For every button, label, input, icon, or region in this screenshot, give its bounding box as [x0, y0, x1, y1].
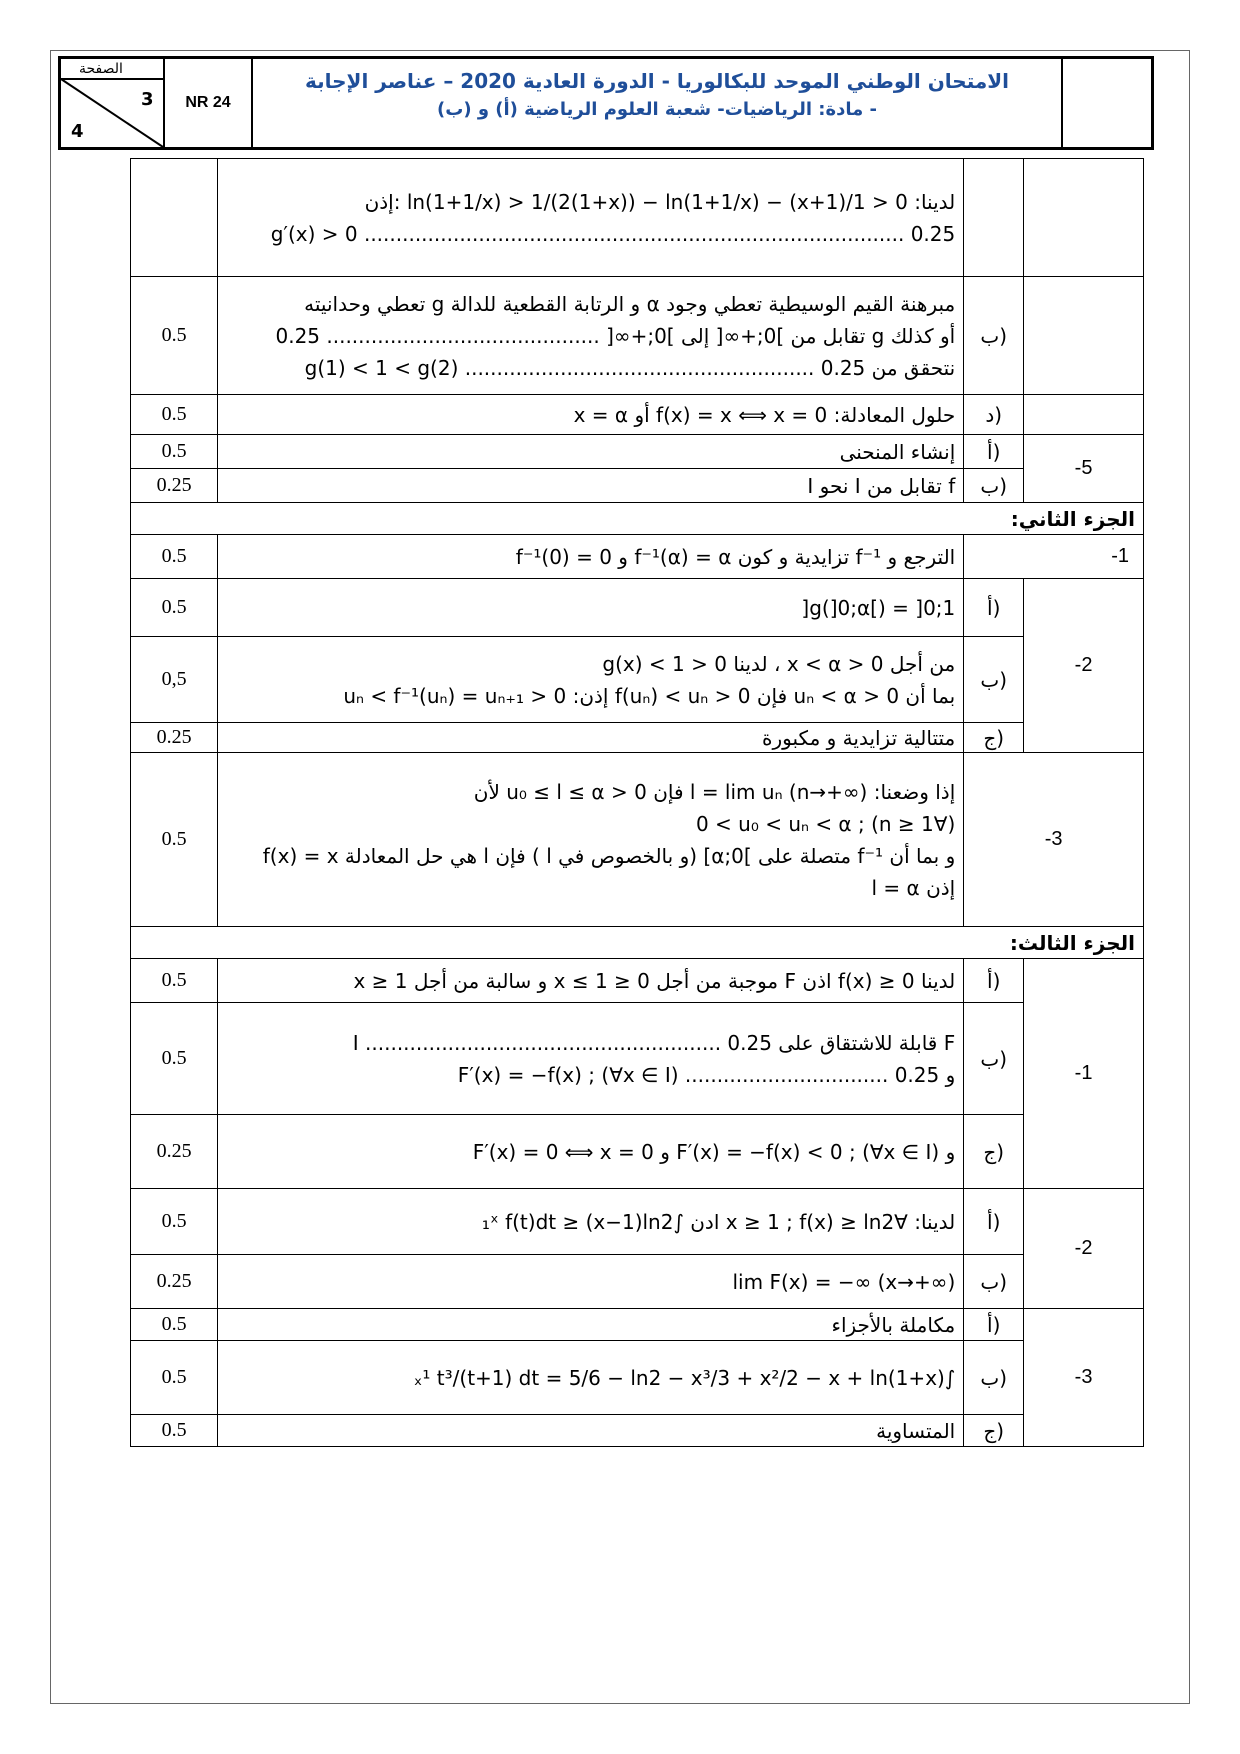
answer-text: lim F(x) = −∞ (x→+∞)	[218, 1255, 964, 1309]
points: 0,5	[131, 637, 218, 723]
question-number: -1	[964, 535, 1144, 579]
question-number: -5	[1024, 435, 1144, 503]
points: 0.5	[131, 1189, 218, 1255]
page-box	[61, 59, 163, 147]
table-row	[131, 1341, 1144, 1415]
sub-question: ب)	[964, 637, 1024, 723]
part-header-row	[131, 927, 1144, 959]
sub-question: أ)	[964, 435, 1024, 469]
table-row	[131, 469, 1144, 503]
points: 0.5	[131, 1341, 218, 1415]
question-number: -2	[1024, 579, 1144, 753]
part-three-title: الجزء الثالث:	[131, 927, 1144, 959]
table-row	[131, 535, 1144, 579]
empty-box	[1061, 59, 1151, 147]
points: 0.25	[131, 1115, 218, 1189]
points: 0.5	[131, 535, 218, 579]
answer-text: ∫ₓ¹ t³/(t+1) dt = 5/6 − ln2 − x³/3 + x²/2 − x + ln(1+x)	[218, 1341, 964, 1415]
sub-question: ج)	[964, 723, 1024, 753]
answer-line: من أجل 0 < x < α ، لدينا 0 < g(x) < 1	[602, 651, 956, 676]
sub-question: ب)	[964, 1341, 1024, 1415]
answer-line: إذن l = α	[871, 875, 956, 900]
points: 0.5	[131, 435, 218, 469]
sub-question: د)	[964, 395, 1024, 435]
table-row	[131, 1309, 1144, 1341]
page-label: الصفحة	[79, 61, 123, 77]
table-row	[131, 753, 1144, 927]
points: 0.5	[131, 753, 218, 927]
points: 0.5	[131, 959, 218, 1003]
page-total: 4	[71, 121, 84, 142]
answer-line: و بما أن f⁻¹ متصلة على ]0;α] (و بالخصوص في l ) فإن l هي حل المعادلة f(x) = x	[262, 843, 956, 868]
answer-text: و F′(x) = −f(x) < 0 ; (∀x ∈ I) و F′(x) = 0 ⟺ x = 0	[218, 1115, 964, 1189]
table-row	[131, 1189, 1144, 1255]
table-row	[131, 579, 1144, 637]
answer-line: F قابلة للاشتقاق على I ........................................................ 0.25	[352, 1030, 956, 1055]
table-row	[131, 637, 1144, 723]
answer-text: متتالية تزايدية و مكبورة	[218, 723, 964, 753]
points: 0.5	[131, 1415, 218, 1447]
part-header-row	[131, 503, 1144, 535]
sub-question: ب)	[964, 1255, 1024, 1309]
table-row	[131, 1415, 1144, 1447]
table-row	[131, 959, 1144, 1003]
title-line-2: - مادة: الرياضيات- شعبة العلوم الرياضية (أ) و (ب)	[437, 99, 877, 120]
points: 0.5	[131, 277, 218, 395]
question-number: -3	[964, 753, 1144, 927]
sub-question: ب)	[964, 277, 1024, 395]
points: 0.5	[131, 1309, 218, 1341]
table-row	[131, 1255, 1144, 1309]
answer-text: إنشاء المنحنى	[218, 435, 964, 469]
answer-line: لدينا: 0 < 1/(1+x) − ln(1+1/x) > 1/(2(1+x)) − ln(1+1/x) :إذن	[364, 189, 956, 214]
answer-text: g(]0;α[) = ]0;1[	[218, 579, 964, 637]
answer-line: g′(x) > 0 ..................................................................................... 0.25	[270, 221, 956, 246]
points: 0.5	[131, 1003, 218, 1115]
answer-text: لدينا: ∀x ≥ 1 ; f(x) ≥ ln2 ادن ∫₁ˣ f(t)dt ≥ (x−1)ln2	[218, 1189, 964, 1255]
sub-question: أ)	[964, 959, 1024, 1003]
answer-line: بما أن 0 < uₙ < α فإن 0 < f(uₙ) < uₙ إذن: 0 < uₙ < f⁻¹(uₙ) = uₙ₊₁	[343, 683, 956, 708]
sub-question: أ)	[964, 1309, 1024, 1341]
table-row	[131, 277, 1144, 395]
table-row	[131, 435, 1144, 469]
points: 0.25	[131, 723, 218, 753]
answer-line: أو كذلك g تقابل من ]0;+∞[ إلى ]0;+∞[ ........................................... 0.25	[275, 323, 956, 348]
sub-question: أ)	[964, 579, 1024, 637]
table-row	[131, 159, 1144, 277]
sub-question: ج)	[964, 1415, 1024, 1447]
points: 0.5	[131, 579, 218, 637]
points: 0.5	[131, 395, 218, 435]
answer-line: إذا وضعنا: l = lim uₙ (n→+∞) فإن 0 < u₀ ≤ l ≤ α لأن	[473, 779, 956, 804]
table-row	[131, 1003, 1144, 1115]
exam-code: NR 24	[163, 59, 253, 147]
answer-table	[130, 158, 1144, 1447]
sub-question: ج)	[964, 1115, 1024, 1189]
question-number: -2	[1024, 1189, 1144, 1309]
page-number: 3	[141, 89, 154, 110]
table-row	[131, 723, 1144, 753]
answer-line: نتحقق من g(1) < 1 < g(2) ....................................................... 0.25	[304, 355, 956, 380]
answer-line: مبرهنة القيم الوسيطية تعطي وجود α و الرتابة القطعية للدالة g تعطي وحدانيته	[304, 291, 956, 316]
exam-title	[253, 59, 1061, 147]
answer-text: حلول المعادلة: f(x) = x ⟺ x = 0 أو x = α	[218, 395, 964, 435]
question-number: -1	[1024, 959, 1144, 1189]
answer-text: الترجع و f⁻¹ تزايدية و كون f⁻¹(α) = α و f⁻¹(0) = 0	[218, 535, 964, 579]
answer-text: لدينا f(x) ≥ 0 اذن F موجبة من أجل 0 ≤ x ≤ 1 و سالبة من أجل x ≥ 1	[218, 959, 964, 1003]
sub-question: أ)	[964, 1189, 1024, 1255]
table-row	[131, 1115, 1144, 1189]
answer-line: و F′(x) = −f(x) ; (∀x ∈ I) ................................ 0.25	[457, 1062, 956, 1087]
sub-question: ب)	[964, 469, 1024, 503]
sub-question: ب)	[964, 1003, 1024, 1115]
title-line-1: الامتحان الوطني الموحد للبكالوريا - الدورة العادية 2020 – عناصر الإجابة	[304, 69, 1010, 93]
table-row	[131, 395, 1144, 435]
header	[58, 56, 1154, 150]
answer-text: f تقابل من I نحو I	[218, 469, 964, 503]
answer-text: مكاملة بالأجزاء	[218, 1309, 964, 1341]
answer-line: (∀n ≥ 1) ; 0 < u₀ < uₙ < α	[695, 811, 956, 836]
answer-text: المتساوية	[218, 1415, 964, 1447]
part-two-title: الجزء الثاني:	[131, 503, 1144, 535]
points: 0.25	[131, 1255, 218, 1309]
points: 0.25	[131, 469, 218, 503]
question-number: -3	[1024, 1309, 1144, 1447]
